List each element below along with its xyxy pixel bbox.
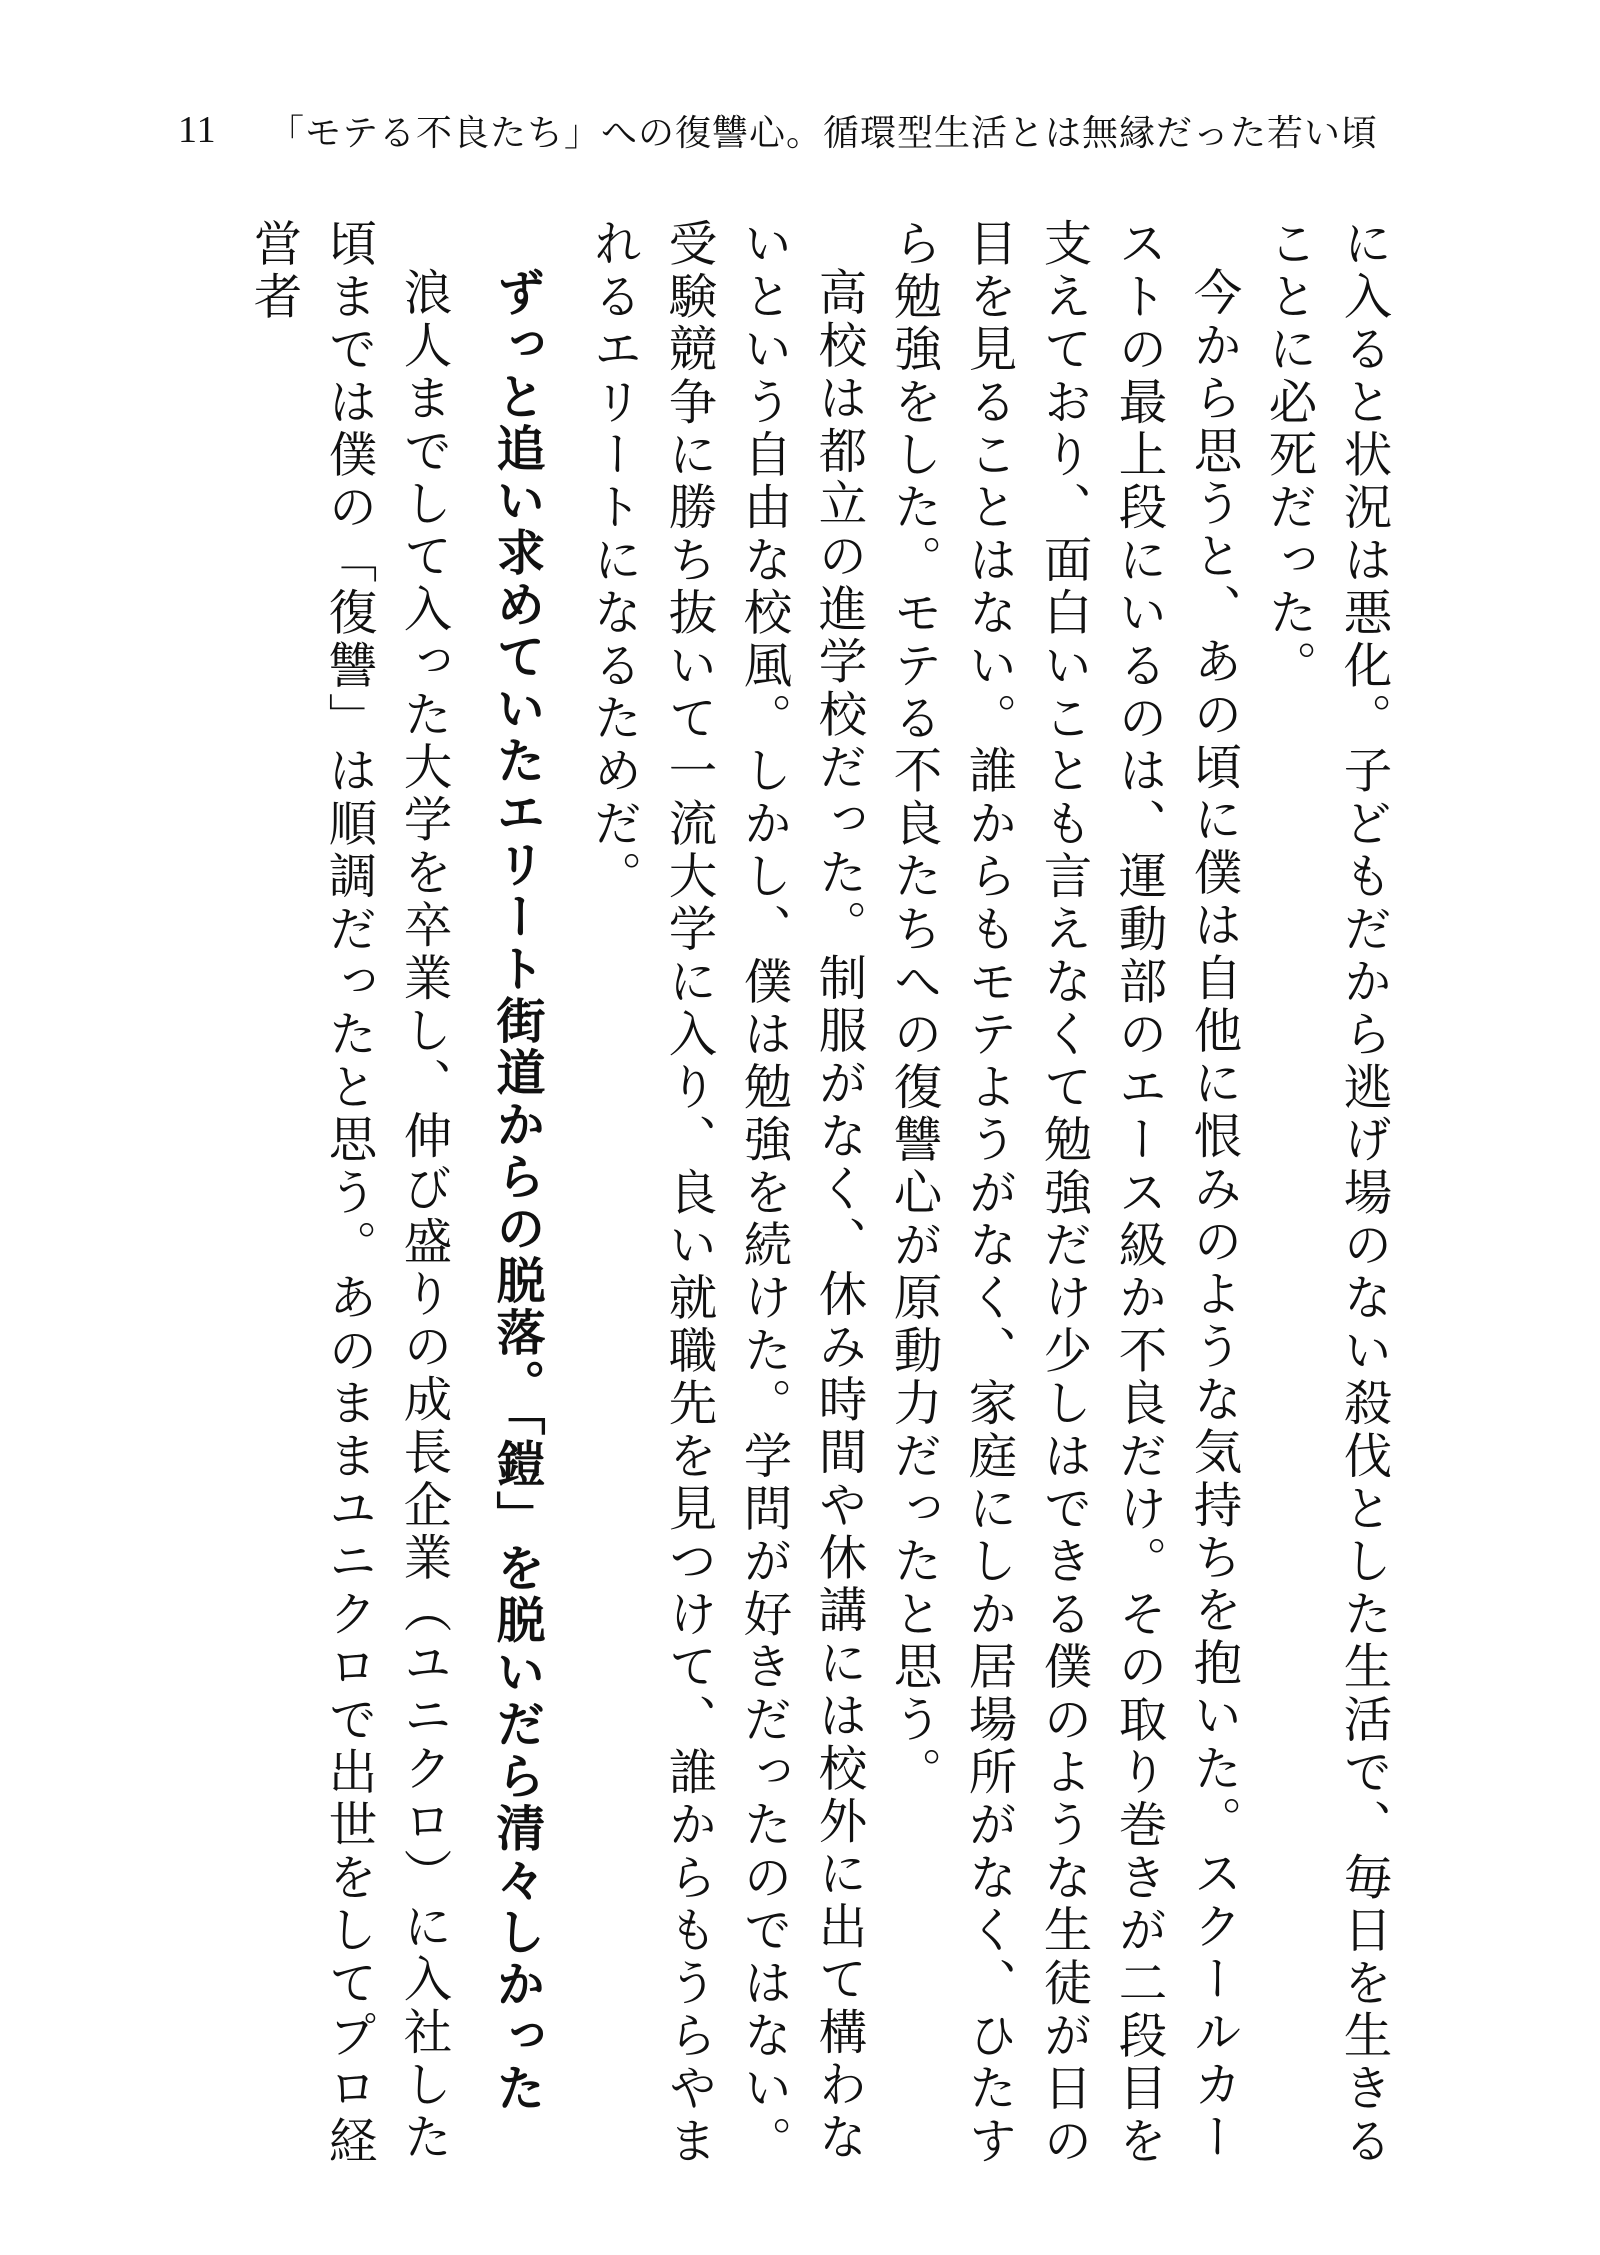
vertical-body-text — [200, 218, 1400, 2178]
running-title: 「モテる不良たち」への復讐心。循環型生活とは無縁だった若い頃 — [268, 112, 1379, 154]
paragraph-continued: に入ると状況は悪化。子どもだから逃げ場のない殺伐とした生活で、毎日を生きることに必死だった。 — [1260, 218, 1391, 2168]
paragraph: 浪人までして入った大学を卒業し、伸び盛りの成長企業（ユニクロ）に入社した頃までは僕の「復讐」は順調だったと思う。あのままユニクロで出世をしてプロ経営者 — [245, 218, 451, 2168]
section-heading: ずっと追い求めていたエリート街道からの脱落。「鎧」を脱いだら清々しかった — [489, 267, 546, 2115]
paragraph: 高校は都立の進学校だった。制服がなく、休み時間や休講には校外に出て構わないという自由な校風。しかし、僕は勉強を続けた。学問が好きだったのではない。受験競争に勝ち抜いて一流大学に入り、良い就職先を見つけて、誰からもうらやまれるエリートになるためだ。 — [585, 218, 866, 2168]
paragraph: 今から思うと、あの頃に僕は自他に恨みのような気持ちを抱いた。スクールカーストの最上段にいるのは、運動部のエース級か不良だけ。その取り巻きが二段目を支えており、面白いことも言えなくて勉強だけ少しはできる僕のような生徒が日の目を見ることはない。誰からもモテようがなく、家庭にしか居場所がなく、ひたすら勉強をした。モテる不良たちへの復讐心が原動力だったと思う。 — [885, 218, 1241, 2168]
running-header — [178, 104, 1378, 156]
page-number: 11 — [178, 109, 217, 151]
